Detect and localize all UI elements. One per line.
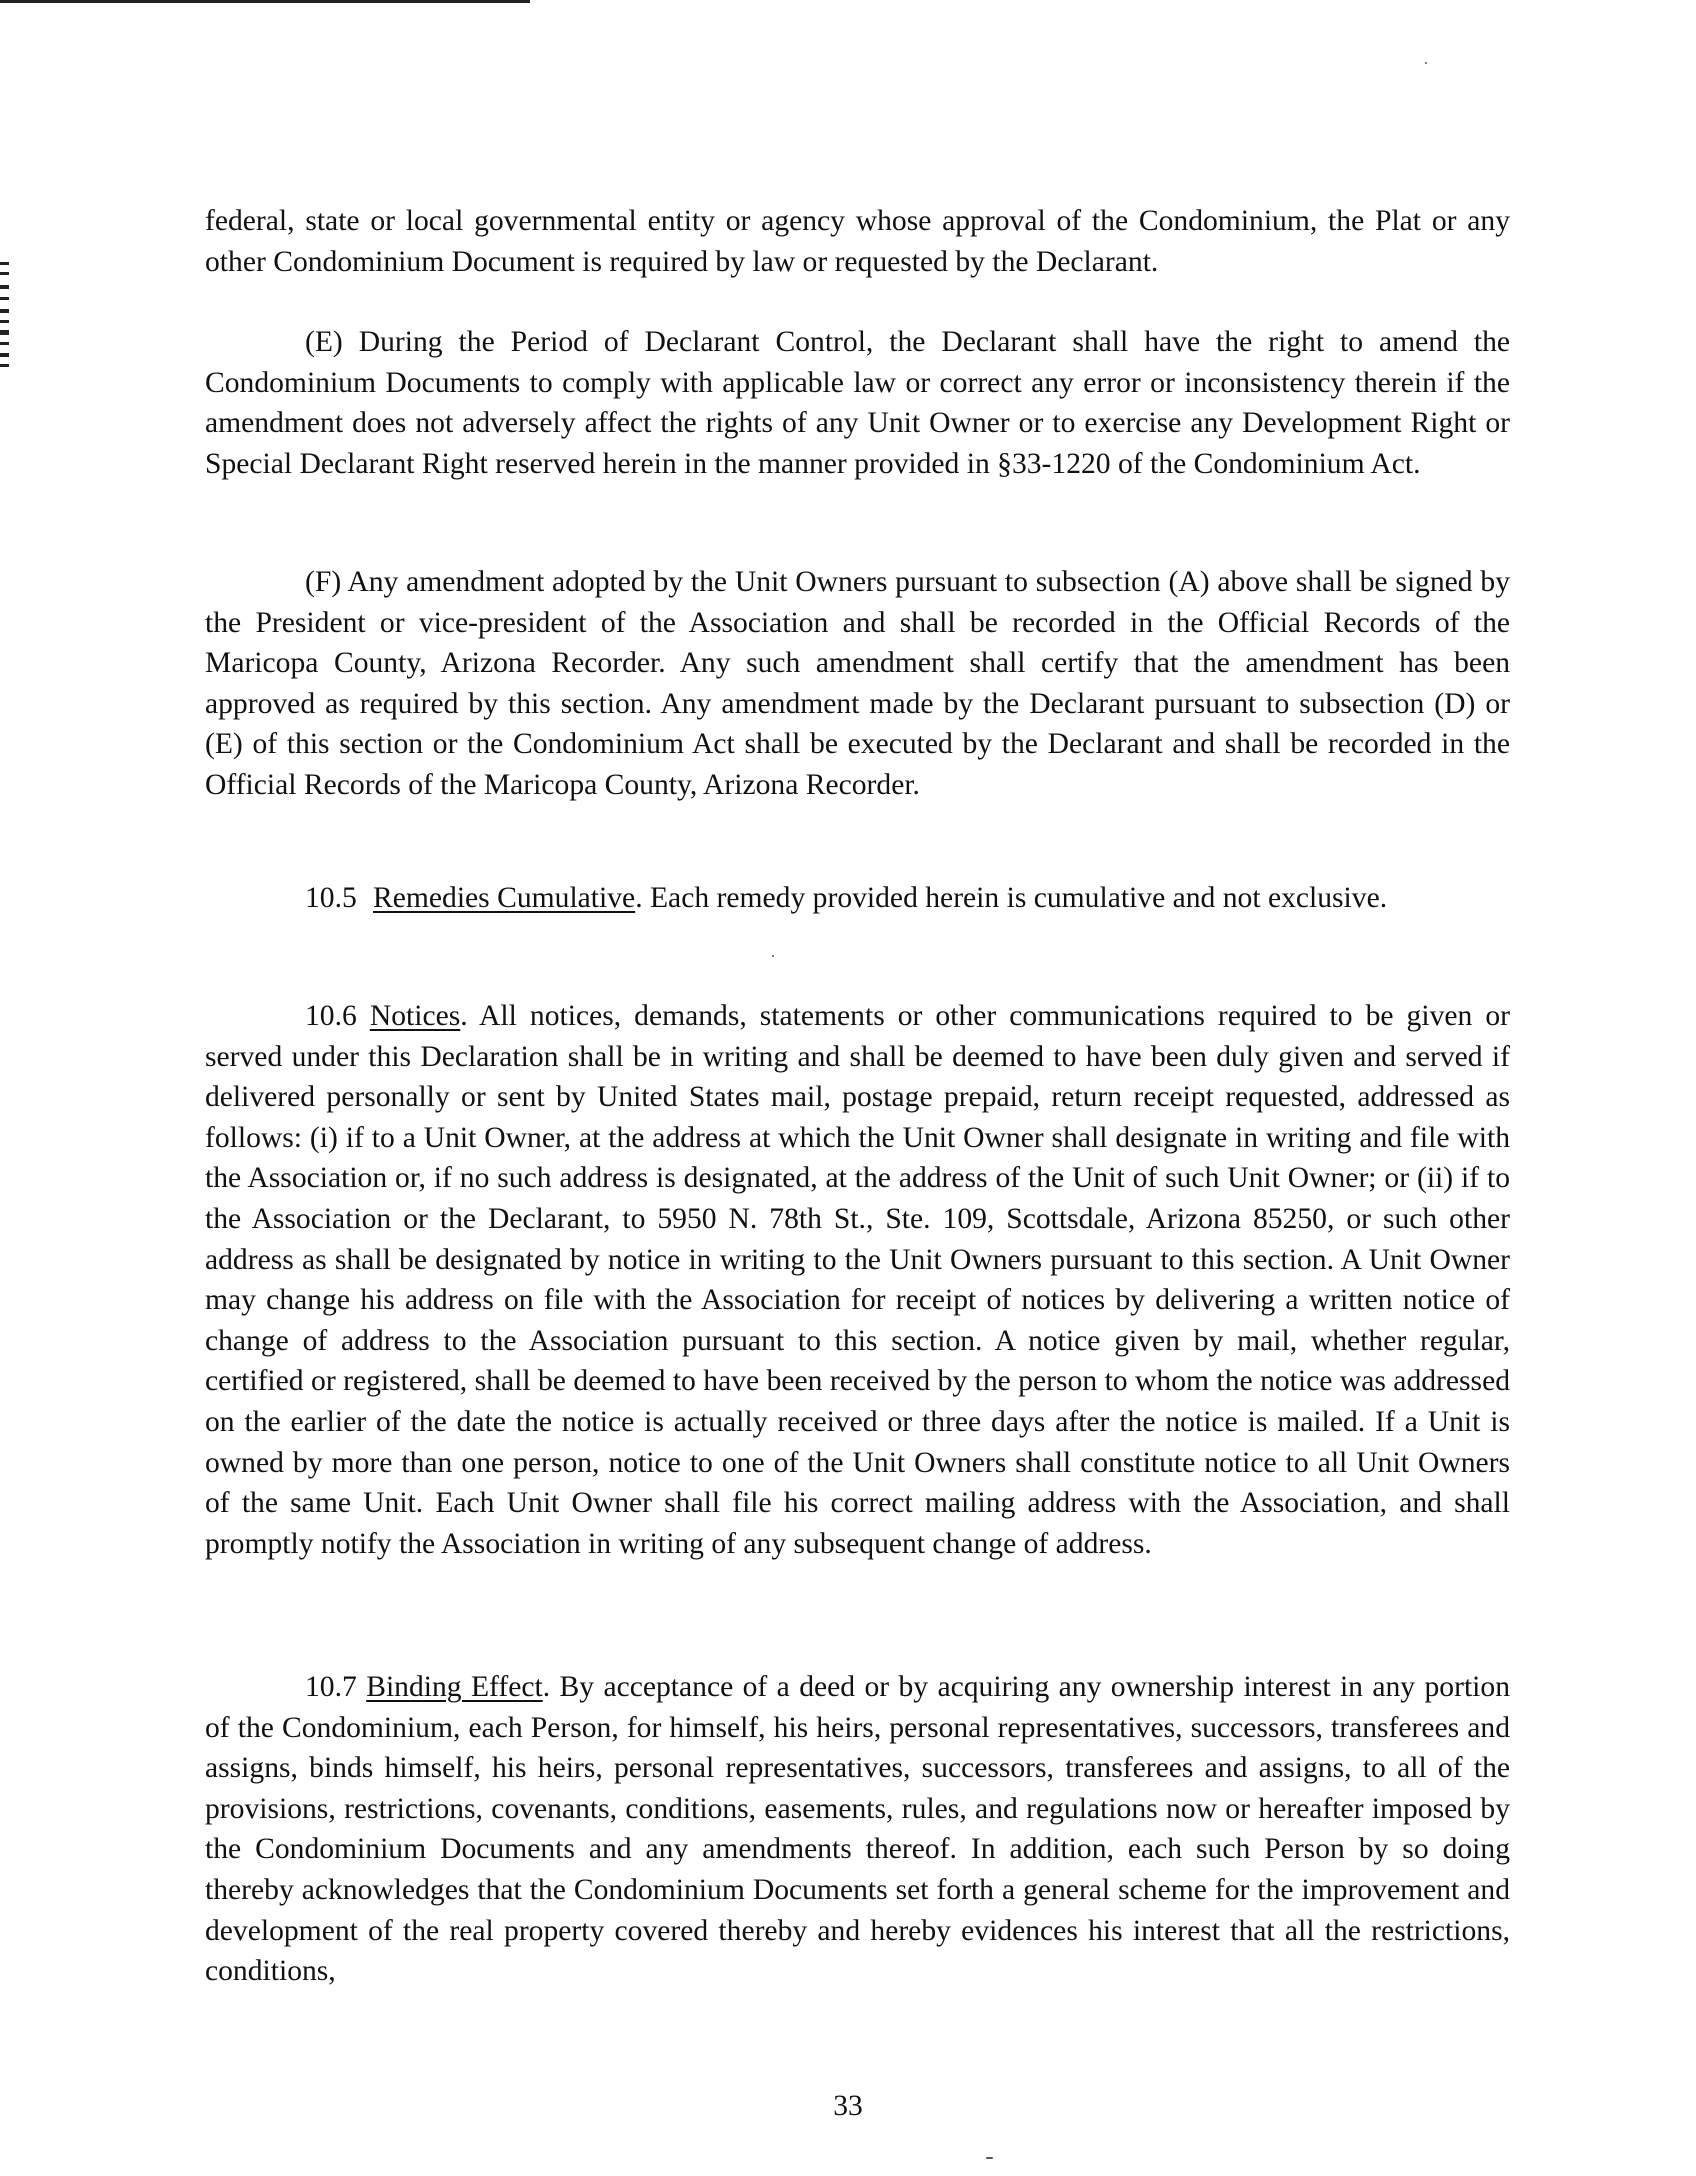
section-paragraph xyxy=(205,878,1510,919)
scan-edge-mark xyxy=(0,309,9,313)
section-number: 10.6 xyxy=(305,1000,357,1032)
section-paragraph xyxy=(205,996,1510,1564)
scan-speck xyxy=(986,2157,993,2159)
section-body: . By acceptance of a deed or by acquiring any ownership interest in any portion of the Condominium, each Person, for himself, his heirs, personal representatives, successors, transferees and assigns, binds himself, his heirs, personal representatives, successors, transferees and assigns, to all of the provisions, restrictions, covenants, conditions, easements, rules, and regulations now or hereafter imposed by the Condominium Documents and any amendments thereof. In addition, each such Person by so doing thereby acknowledges that the Condominium Documents set forth a general scheme for the improvement and development of the real property covered thereby and hereby evidences his interest that all the restrictions, conditions, xyxy=(205,1671,1510,1988)
section-heading: Remedies Cumulative xyxy=(373,882,636,914)
section-paragraph xyxy=(205,1667,1510,1992)
scan-edge-mark xyxy=(0,330,9,335)
scan-edge-mark xyxy=(0,342,9,345)
scan-top-edge-line xyxy=(0,0,530,3)
scan-edge-mark xyxy=(0,320,9,323)
section-10-6 xyxy=(205,996,1510,1564)
scan-speck xyxy=(772,955,774,957)
scan-edge-mark xyxy=(0,262,9,265)
page-number: 33 xyxy=(833,2090,863,2122)
section-10-7 xyxy=(205,1667,1510,1992)
section-number: 10.5 xyxy=(305,882,357,914)
paragraph-text: (F) Any amendment adopted by the Unit Owners pursuant to subsection (A) above shall be signed by the President or vice-president of the Association and shall be recorded in the Official Records of the Maricopa County, Arizona Recorder. Any such amendment shall certify that the amendment has been approved as required by this section. Any amendment made by the Declarant pursuant to subsection (D) or (E) of this section or the Condominium Act shall be executed by the Declarant and shall be recorded in the Official Records of the Maricopa County, Arizona Recorder. xyxy=(205,566,1510,801)
scan-edge-mark xyxy=(0,297,9,300)
section-body: . All notices, demands, statements or other communications required to be given or served under this Declaration shall be in writing and shall be deemed to have been duly given and served if delivered personally or sent by United States mail, postage prepaid, return receipt requested, addressed as follows: (i) if to a Unit Owner, at the address at which the Unit Owner shall designate in writing and file with the Association or, if no such address is designated, at the address of the Unit of such Unit Owner; or (ii) if to the Association or the Declarant, to 5950 N. 78th St., Ste. 109, Scottsdale, Arizona 85250, or such other address as shall be designated by notice in writing to the Unit Owners pursuant to this section. A Unit Owner may change his address on file with the Association for receipt of notices by delivering a written notice of change of address to the Association pursuant to this section. A notice given by mail, whether regular, certified or registered, shall be deemed to have been received by the person to whom the notice was addressed on the earlier of the date the notice is actually received or three days after the notice is mailed. If a Unit is owned by more than one person, notice to one of the Unit Owners shall constitute notice to all Unit Owners of the same Unit. Each Unit Owner shall file his correct mailing address with the Association, and shall promptly notify the Association in writing of any subsequent change of address. xyxy=(205,1000,1510,1560)
scan-edge-mark xyxy=(0,285,9,289)
scan-edge-mark xyxy=(0,272,9,275)
section-body: . Each remedy provided herein is cumulative and not exclusive. xyxy=(635,882,1388,914)
scan-speck xyxy=(1425,62,1427,64)
scan-edge-mark xyxy=(0,353,9,357)
paragraph-text: federal, state or local governmental entity or agency whose approval of the Condominium, the Plat or any other Condominium Document is required by law or requested by the Declarant. xyxy=(205,205,1510,278)
section-10-5 xyxy=(205,878,1510,919)
continuation-paragraph xyxy=(205,201,1510,282)
section-heading: Notices xyxy=(369,1000,461,1032)
subsection-e xyxy=(205,322,1510,484)
section-number: 10.7 xyxy=(305,1671,357,1703)
scan-edge-mark xyxy=(0,364,9,367)
section-heading: Binding Effect xyxy=(366,1671,543,1703)
subsection-f xyxy=(205,562,1510,806)
paragraph-text: (E) During the Period of Declarant Control, the Declarant shall have the right to amend the Condominium Documents to comply with applicable law or correct any error or inconsistency therein if the amendment does not adversely affect the rights of any Unit Owner or to exercise any Development Right or Special Declarant Right reserved herein in the manner provided in §33-1220 of the Condominium Act. xyxy=(205,326,1510,480)
